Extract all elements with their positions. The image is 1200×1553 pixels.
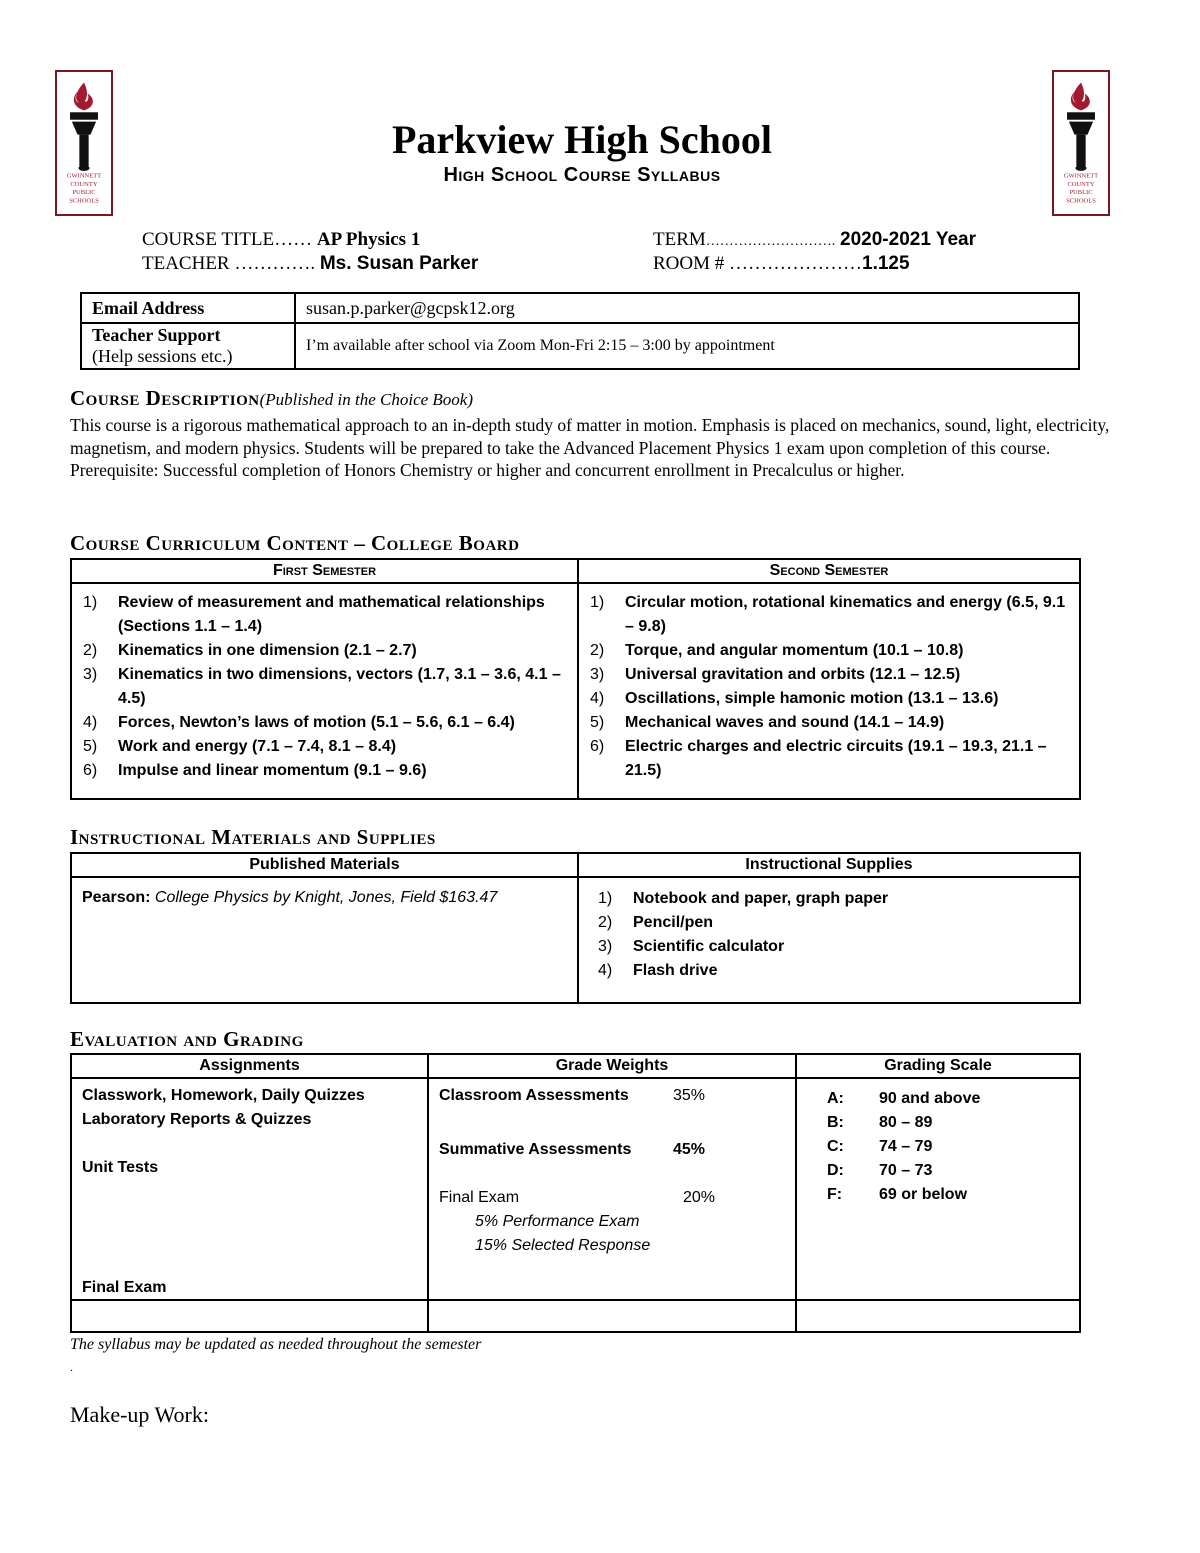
second-item-text: Torque, and angular momentum (10.1 – 10.8) (625, 642, 964, 659)
second-item-text: Circular motion, rotational kinematics and energy (6.5, 9.1 – 9.8) (625, 594, 1066, 635)
description-heading-text: Course Description (70, 386, 260, 410)
published-materials-header: Published Materials (71, 853, 578, 877)
grading-empty-cell-1 (71, 1300, 428, 1332)
description-heading-note: (Published in the Choice Book) (259, 390, 474, 409)
instructional-supplies-header: Instructional Supplies (578, 853, 1080, 877)
svg-text:SCHOOLS: SCHOOLS (1066, 197, 1096, 205)
course-title-dots: …… (274, 229, 313, 250)
second-item (590, 687, 1068, 711)
first-item-text: Work and energy (7.1 – 7.4, 8.1 – 8.4) (118, 738, 397, 755)
supplies-item-number: 1) (598, 890, 613, 907)
second-semester-list (580, 585, 1078, 783)
grading-scale-header: Grading Scale (796, 1054, 1080, 1078)
supplies-item-number: 4) (598, 962, 613, 979)
grading-table (70, 1053, 1081, 1333)
supplies-cell (578, 877, 1080, 1003)
first-item-number: 6) (83, 762, 98, 779)
first-semester-cell (71, 583, 578, 799)
second-semester-header: Second Semester (578, 559, 1080, 583)
supplies-list (580, 879, 1078, 983)
second-item-text: Oscillations, simple hamonic motion (13.1 – 13.6) (625, 690, 999, 707)
second-item-text: Universal gravitation and orbits (12.1 – 12.5) (625, 666, 961, 683)
second-item-text: Mechanical waves and sound (14.1 – 14.9) (625, 714, 945, 731)
first-item (83, 663, 566, 711)
weight-classroom-pct: 35% (673, 1087, 706, 1104)
term-dots: ………………………. (705, 234, 836, 249)
weight-classroom-label: Classroom Assessments (439, 1087, 629, 1104)
second-item-number: 1) (590, 594, 605, 611)
first-item (83, 711, 566, 735)
teacher-name: Ms. Susan Parker (319, 253, 479, 274)
first-item-text: Kinematics in one dimension (2.1 – 2.7) (118, 642, 417, 659)
grade-range: 74 – 79 (879, 1138, 933, 1155)
first-item-number: 4) (83, 714, 98, 731)
second-item-number: 4) (590, 690, 605, 707)
makeup-work-heading: Make-up Work: (70, 1402, 209, 1427)
grade-letter: C: (827, 1138, 844, 1155)
svg-text:GWINNETT: GWINNETT (1063, 172, 1099, 180)
room-line (653, 253, 910, 275)
support-sublabel: (Help sessions etc.) (92, 346, 233, 366)
email-label: Email Address (81, 293, 295, 323)
supplies-item-text: Scientific calculator (633, 938, 785, 955)
weight-final-performance: 5% Performance Exam (475, 1213, 640, 1230)
publisher: Pearson: (82, 889, 151, 906)
grading-empty-cell-3 (796, 1300, 1080, 1332)
grade-scale-row (827, 1087, 1079, 1111)
first-item (83, 735, 566, 759)
svg-text:SCHOOLS: SCHOOLS (69, 197, 99, 205)
second-semester-cell (578, 583, 1080, 799)
first-item-number: 5) (83, 738, 98, 755)
second-item-number: 5) (590, 714, 605, 731)
term-line (653, 229, 976, 251)
published-materials-cell (71, 877, 578, 1003)
first-semester-header: First Semester (71, 559, 578, 583)
contact-table (80, 292, 1080, 370)
room-value: 1.125 (862, 253, 910, 274)
assignment-lab-reports: Laboratory Reports & Quizzes (82, 1111, 312, 1128)
grade-range: 70 – 73 (879, 1162, 933, 1179)
grade-weights-header: Grade Weights (428, 1054, 796, 1078)
weight-final-label: Final Exam (439, 1189, 520, 1206)
first-item-number: 1) (83, 594, 98, 611)
grade-letter: D: (827, 1162, 844, 1179)
grading-empty-cell-2 (428, 1300, 796, 1332)
grade-letter: F: (827, 1186, 843, 1203)
grade-range: 90 and above (879, 1090, 981, 1107)
first-item-number: 3) (83, 666, 98, 683)
first-item-text: Kinematics in two dimensions, vectors (1.7, 3.1 – 3.6, 4.1 – 4.5) (118, 666, 561, 707)
second-item (590, 711, 1068, 735)
svg-text:COUNTY: COUNTY (70, 180, 98, 188)
first-item (83, 591, 566, 639)
assignment-classwork: Classwork, Homework, Daily Quizzes (82, 1087, 365, 1104)
first-semester-list (73, 585, 576, 783)
svg-text:GWINNETT: GWINNETT (66, 172, 102, 180)
weight-final-pct: 20% (683, 1189, 716, 1206)
first-item-number: 2) (83, 642, 98, 659)
first-item-text: Impulse and linear momentum (9.1 – 9.6) (118, 762, 427, 779)
grade-scale-row (827, 1183, 1079, 1207)
second-item-number: 2) (590, 642, 605, 659)
supplies-item-number: 2) (598, 914, 613, 931)
grade-range: 69 or below (879, 1186, 968, 1203)
support-label: Teacher Support (92, 325, 221, 345)
assignments-header: Assignments (71, 1054, 428, 1078)
teacher-label: TEACHER (142, 253, 230, 274)
assignments-cell (71, 1078, 428, 1300)
grade-range: 80 – 89 (879, 1114, 933, 1131)
support-text: I’m available after school via Zoom Mon-Fri 2:15 – 3:00 by appointment (295, 323, 1079, 369)
first-item-text: Review of measurement and mathematical relationships (Sections 1.1 – 1.4) (118, 594, 545, 635)
grade-weights-cell (428, 1078, 796, 1300)
supplies-item (598, 911, 1068, 935)
course-title-line (142, 229, 420, 251)
course-title-label: COURSE TITLE (142, 229, 275, 250)
second-item-number: 3) (590, 666, 605, 683)
supplies-item (598, 959, 1068, 983)
materials-heading: Instructional Materials and Supplies (70, 825, 436, 849)
grading-scale-cell (796, 1078, 1080, 1300)
course-title: AP Physics 1 (316, 229, 421, 250)
grade-scale-row (827, 1111, 1079, 1135)
second-item (590, 663, 1068, 687)
assignment-unit-tests: Unit Tests (82, 1159, 159, 1176)
supplies-item-text: Pencil/pen (633, 914, 714, 931)
grade-letter: A: (827, 1090, 844, 1107)
assignment-final-exam: Final Exam (82, 1279, 167, 1296)
supplies-item-text: Flash drive (633, 962, 718, 979)
stray-dot: . (70, 1360, 73, 1374)
supplies-item (598, 887, 1068, 911)
second-item (590, 735, 1068, 783)
second-item (590, 639, 1068, 663)
room-label: ROOM # (653, 253, 725, 274)
grade-letter: B: (827, 1114, 844, 1131)
term-label: TERM (653, 229, 706, 250)
term-value: 2020-2021 Year (840, 229, 976, 250)
first-item (83, 759, 566, 783)
description-heading (70, 386, 473, 411)
first-item-text: Forces, Newton’s laws of motion (5.1 – 5.6, 6.1 – 6.4) (118, 714, 515, 731)
second-item-number: 6) (590, 738, 605, 755)
second-item-text: Electric charges and electric circuits (19.1 – 19.3, 21.1 – 21.5) (625, 738, 1047, 779)
supplies-item (598, 935, 1068, 959)
support-label-cell (81, 323, 295, 369)
weight-final-selected: 15% Selected Response (475, 1237, 651, 1254)
teacher-dots: …………. (234, 253, 316, 274)
teacher-line (142, 253, 478, 275)
supplies-item-number: 3) (598, 938, 613, 955)
grading-scale-list (827, 1087, 1079, 1207)
second-item (590, 591, 1068, 639)
school-name: Parkview High School (391, 117, 773, 162)
grading-heading: Evaluation and Grading (70, 1027, 304, 1051)
svg-text:COUNTY: COUNTY (1067, 180, 1095, 188)
supplies-item-text: Notebook and paper, graph paper (633, 890, 889, 907)
room-dots: ………………… (729, 253, 863, 274)
grade-scale-row (827, 1135, 1079, 1159)
email-address[interactable]: susan.p.parker@gcpsk12.org (295, 293, 1079, 323)
syllabus-update-note: The syllabus may be updated as needed throughout the semester (70, 1336, 482, 1353)
curriculum-table (70, 558, 1081, 800)
svg-text:PUBLIC: PUBLIC (72, 189, 96, 197)
grade-scale-row (827, 1159, 1079, 1183)
weight-summative-label: Summative Assessments (439, 1141, 632, 1158)
syllabus-subtitle: High School Course Syllabus (443, 164, 721, 186)
curriculum-heading: Course Curriculum Content – College Board (70, 531, 520, 555)
weight-summative-pct: 45% (673, 1141, 706, 1158)
materials-table (70, 852, 1081, 1004)
course-description: This course is a rigorous mathematical approach to an in-depth study of matter in motion. Emphasis is placed on mechanics, sound, light, electricity, magnetism, and modern physics. Students will be prepared to take the Advanced Placement Physics 1 exam upon completion of this course. Prerequisite: Successful completion of Honors Chemistry or higher and concurrent enrollment in Precalculus or higher. (70, 415, 1110, 480)
svg-text:PUBLIC: PUBLIC (1069, 189, 1093, 197)
textbook: College Physics by Knight, Jones, Field $163.47 (154, 889, 498, 906)
first-item (83, 639, 566, 663)
